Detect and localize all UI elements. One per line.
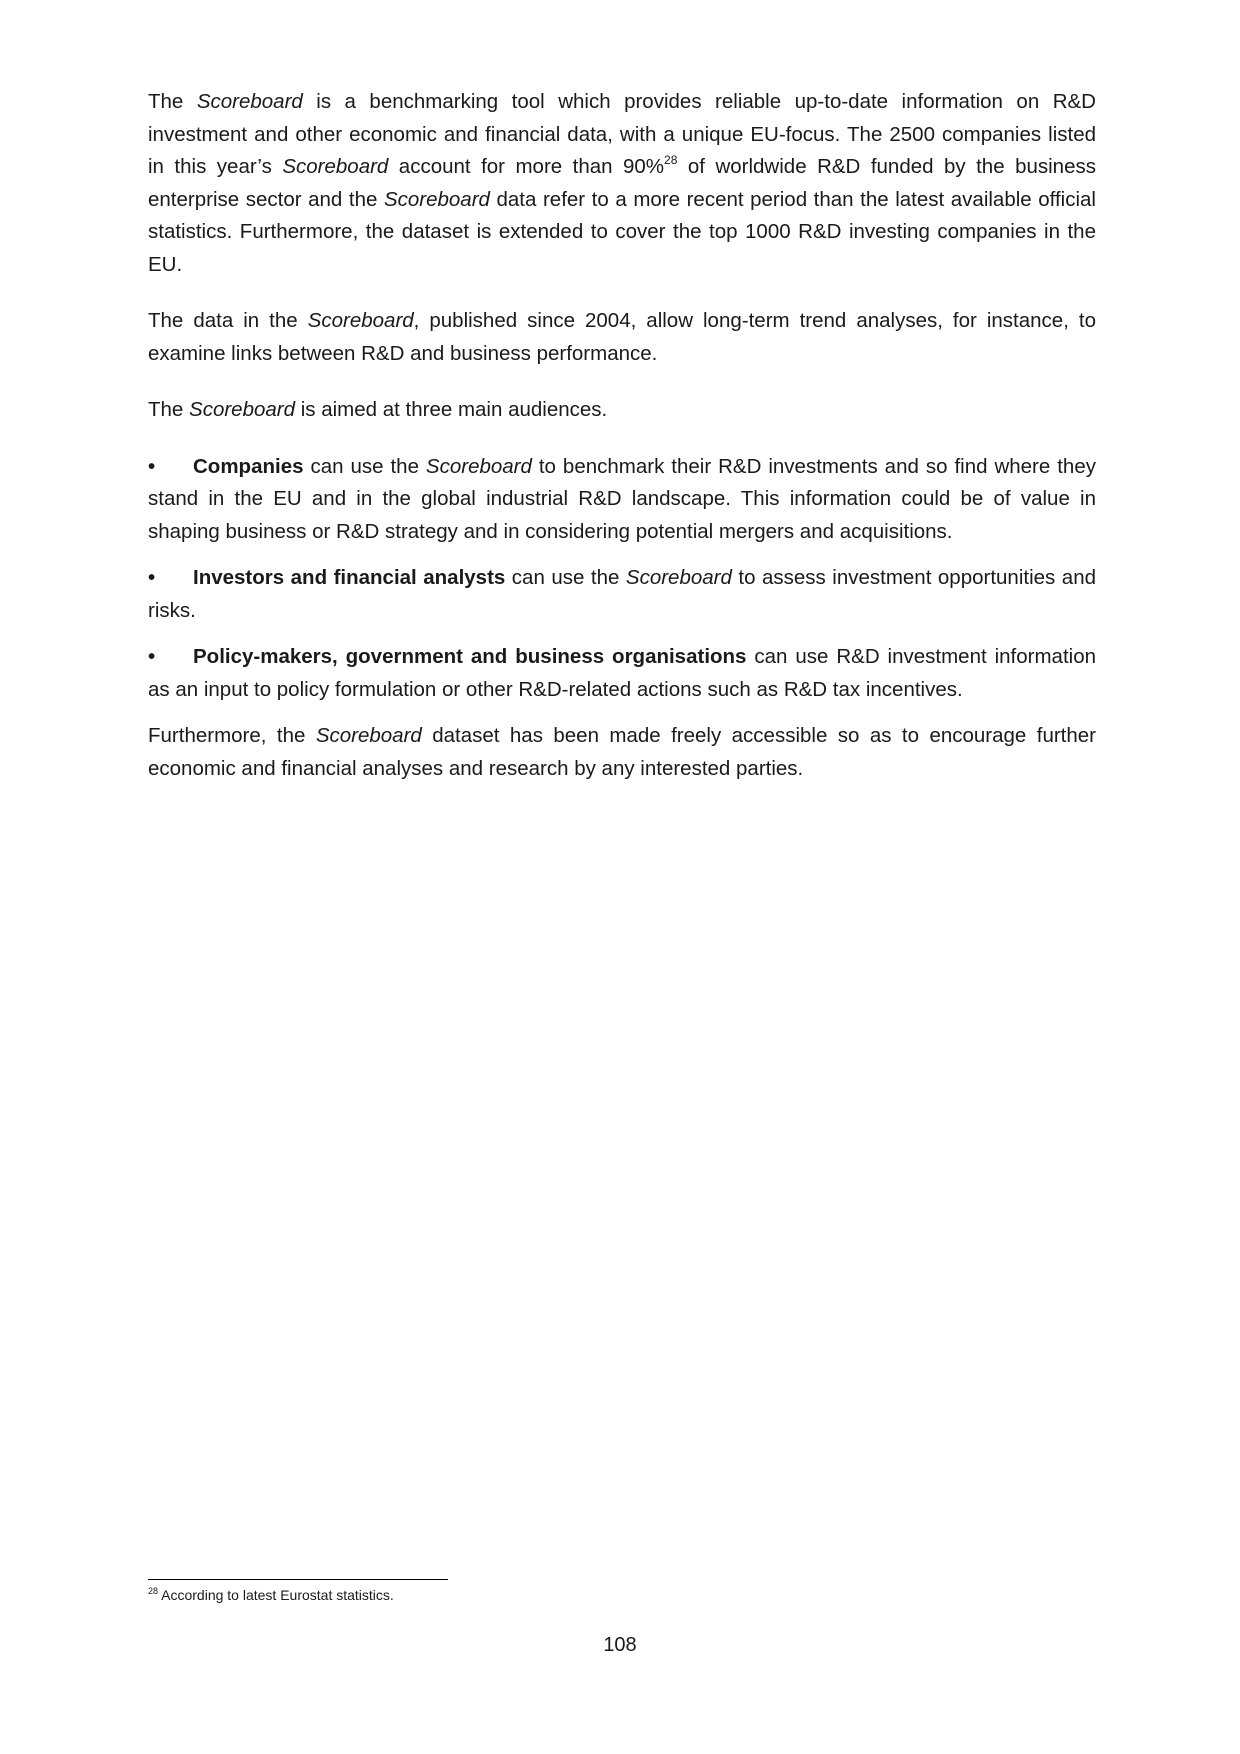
paragraph-history: The data in the Scoreboard, published since 2004, allow long-term trend analyses, for instance, to examine links between R&D and business performance.	[148, 309, 1096, 365]
scoreboard-term: Scoreboard	[282, 155, 389, 178]
bullet-icon: •	[148, 566, 156, 589]
scoreboard-term: Scoreboard	[383, 187, 490, 211]
paragraph-audiences: The Scoreboard is aimed at three main audiences.	[148, 398, 608, 421]
bullet-icon: •	[148, 454, 156, 478]
bullet-icon: •	[148, 645, 156, 668]
footnote-divider	[148, 1579, 448, 1580]
footnote	[148, 1586, 394, 1604]
bullet-lead: Companies	[193, 454, 304, 478]
bullet-policy-makers: • Policy-makers, government and business organisations can use R&D investment information as an input to policy formulation or other R&D-related actions such as R&D tax incentives.	[148, 641, 1096, 706]
scoreboard-term: Scoreboard	[315, 724, 422, 747]
footnote-text: According to latest Eurostat statistics.	[158, 1587, 394, 1603]
scoreboard-term: Scoreboard	[189, 398, 296, 421]
bullet-lead: Investors and financial analysts	[193, 566, 506, 589]
footnote-reference[interactable]: 28	[664, 153, 678, 167]
page-number: 108	[603, 1634, 637, 1656]
bullet-investors: • Investors and financial analysts can use the Scoreboard to assess investment opportunities and risks.	[148, 562, 1096, 627]
paragraph-intro: The Scoreboard is a benchmarking tool which provides reliable up-to-date information on R&D investment and other economic and financial data, with a unique EU-focus. The 2500 companies listed in this year’s Scoreboard account for more than 90%$^{28}$ of worldwide R&D funded by the business enterprise sector and the Scoreboard data refer to a more recent period than the latest available official statistics. Furthermore, the dataset is extended to cover the top 1000 R&D investing companies in the EU.	[148, 90, 1096, 276]
scoreboard-term: Scoreboard	[196, 90, 303, 113]
scoreboard-term: Scoreboard	[425, 454, 532, 478]
body-text	[148, 86, 1096, 785]
bullet-companies: • Companies can use the Scoreboard to benchmark their R&D investments and so find where they stand in the EU and in the global industrial R&D landscape. This information could be of value in shaping business or R&D strategy and in considering potential mergers and acquisitions.	[148, 451, 1096, 549]
footnote-number: 28	[148, 1586, 159, 1596]
scoreboard-term: Scoreboard	[625, 566, 732, 589]
scoreboard-term: Scoreboard	[307, 309, 414, 332]
paragraph-access: Furthermore, the Scoreboard dataset has been made freely accessible so as to encourage further economic and financial analyses and research by any interested parties.	[148, 724, 1096, 780]
bullet-lead: Policy-makers, government and business organisations	[193, 645, 747, 668]
